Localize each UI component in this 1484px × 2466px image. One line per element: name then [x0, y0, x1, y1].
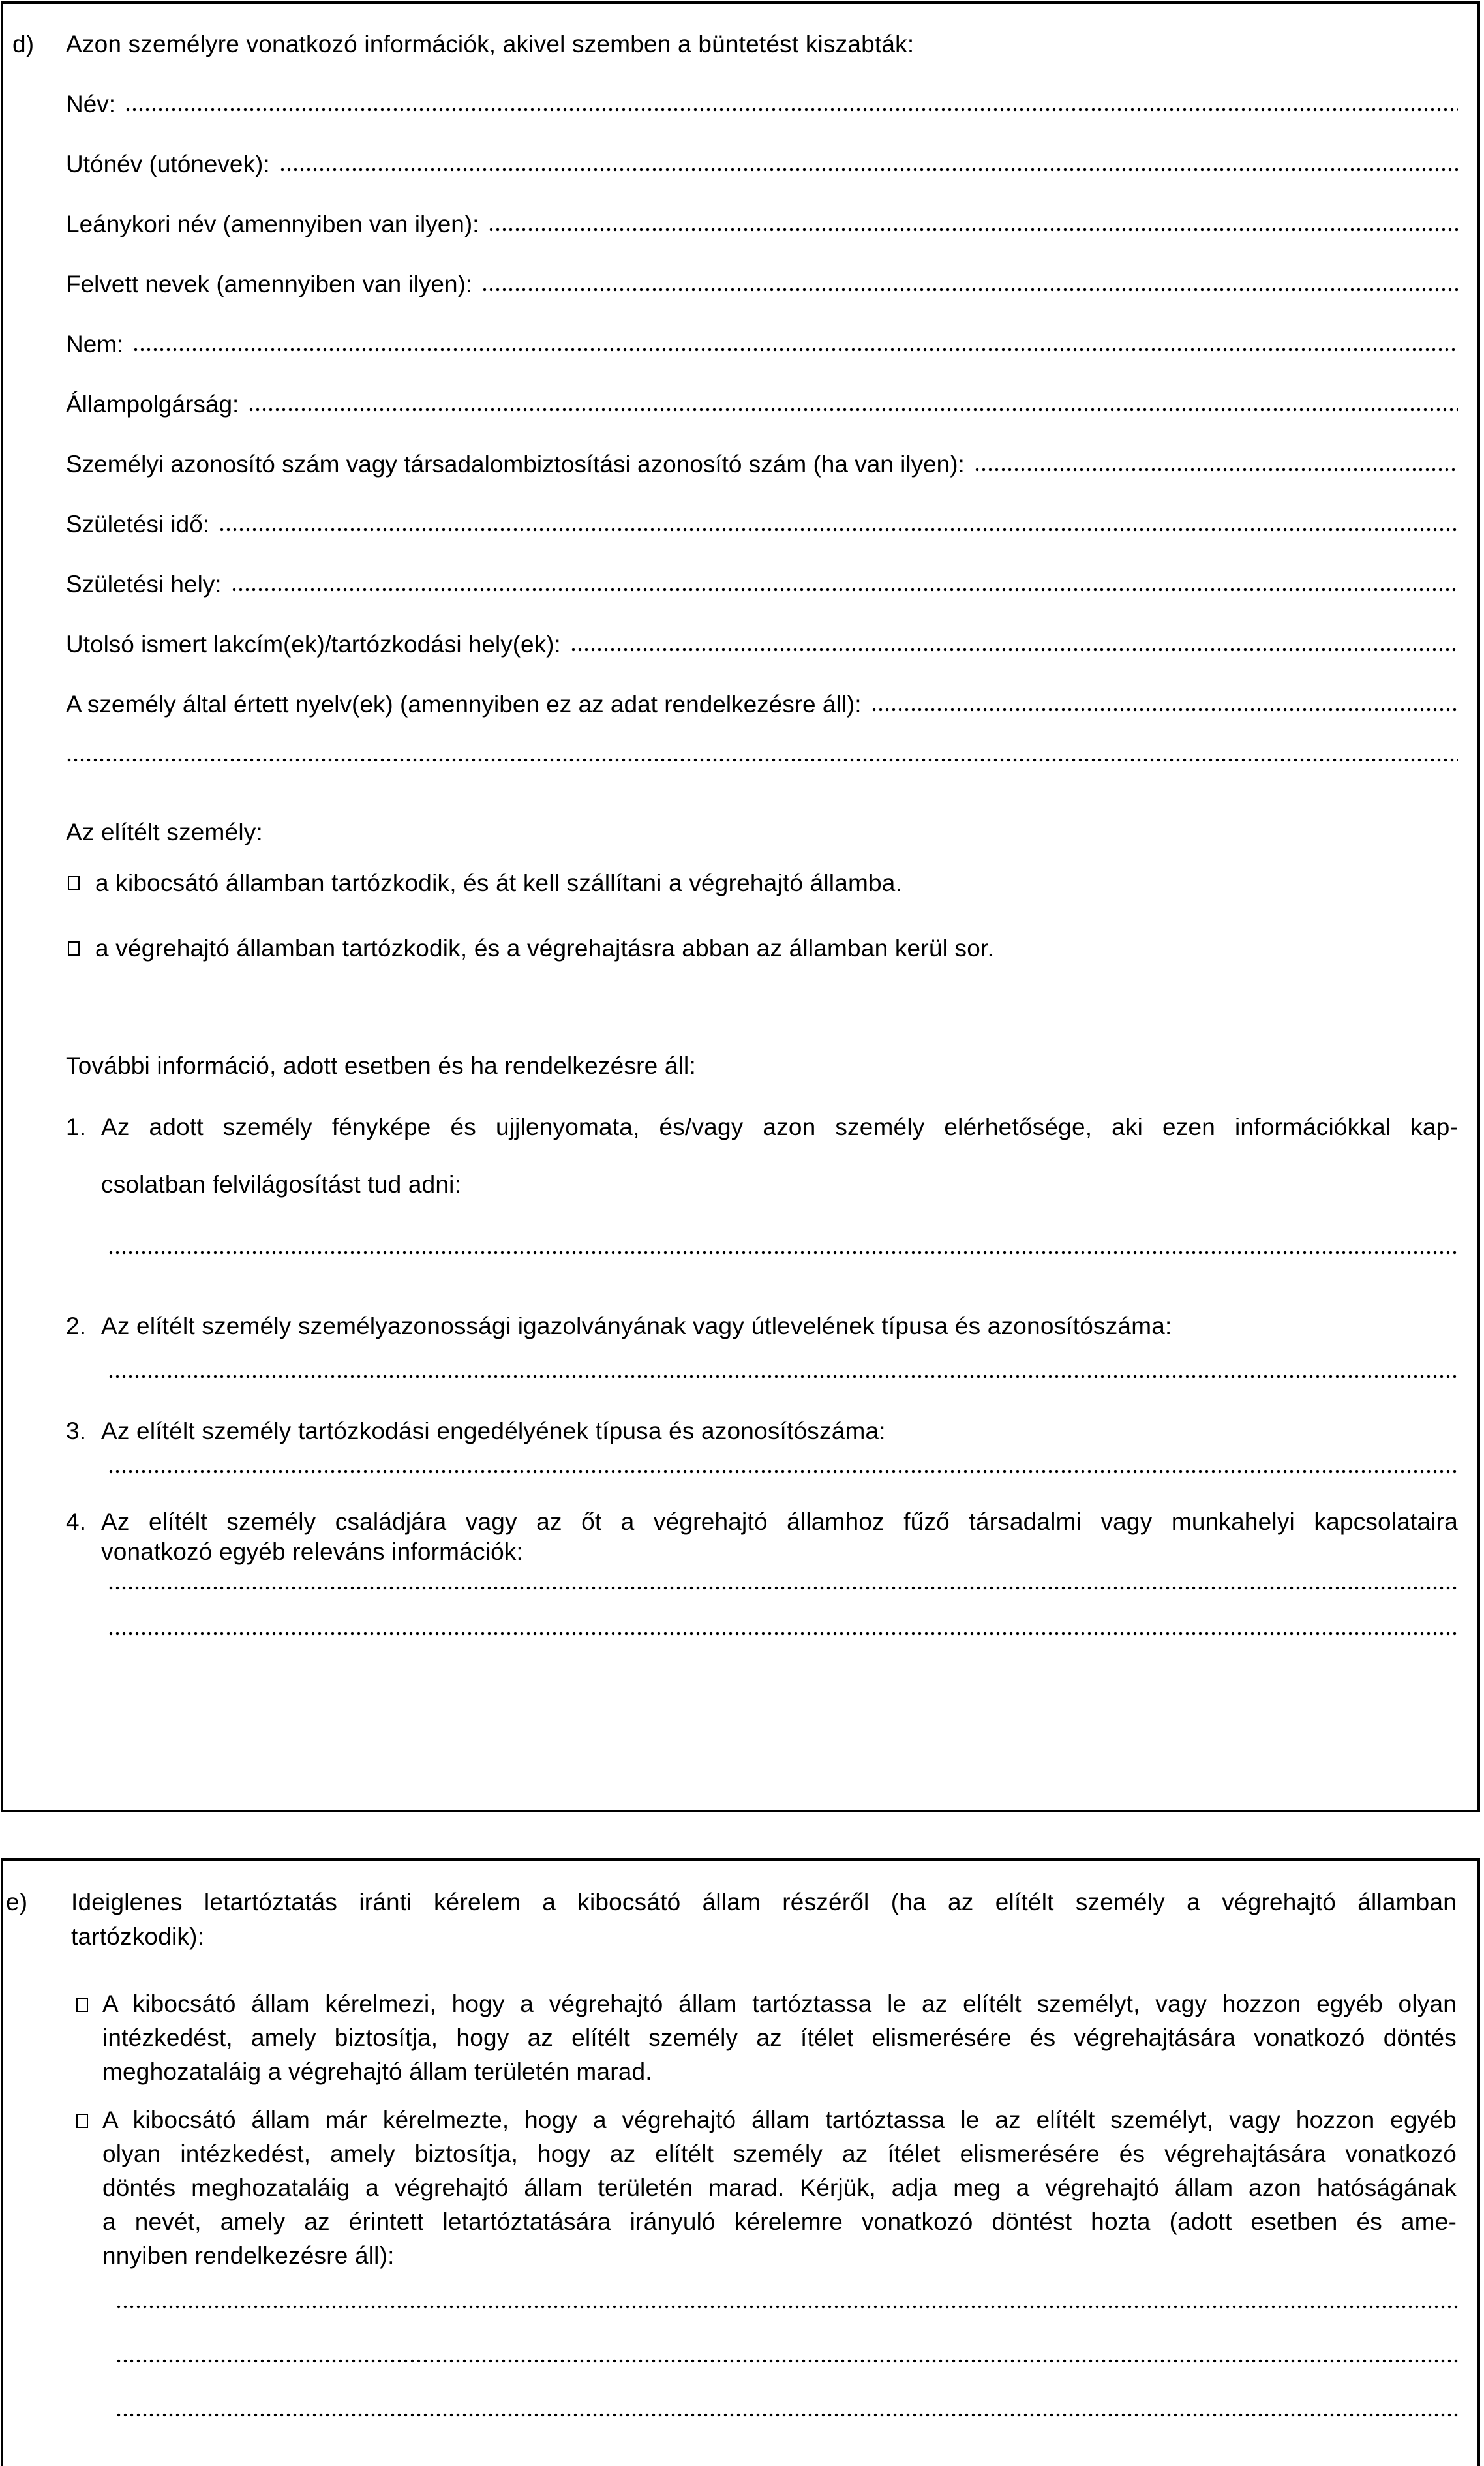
item-1-text-line1: Az adott személy fényképe és ujjlenyomata, és/vagy azon személy elérhetősége, aki ezen információkkal kap-	[101, 1114, 1458, 1140]
field-languages[interactable]	[66, 689, 1458, 720]
fill-in-line-authority-c[interactable]	[115, 2413, 1458, 2418]
checkbox-request-arrest[interactable]	[76, 1998, 88, 2012]
field-label: A személy által értett nyelv(ek) (amennyiben ez az adat rendelkezésre áll):	[66, 691, 862, 718]
field-last-address[interactable]	[66, 629, 1458, 660]
fill-in-line[interactable]	[481, 287, 1458, 292]
fill-in-line[interactable]	[488, 227, 1458, 232]
item-4-text-line2: vonatkozó egyéb releváns információk:	[101, 1538, 524, 1565]
option-request-arrest-line3: meghozataláig a végrehajtó állam területén marad.	[102, 2058, 652, 2085]
fill-in-line-authority-b[interactable]	[115, 2358, 1458, 2364]
option-in-executing-state: a végrehajtó államban tartózkodik, és a végrehajtásra abban az államban kerül sor.	[95, 935, 994, 962]
option-already-requested-line1: A kibocsátó állam már kérelmezte, hogy a végrehajtó állam tartóztassa le az elítélt személyt, vagy hozzon egyéb	[102, 2107, 1457, 2133]
field-maiden-name[interactable]	[66, 209, 1458, 240]
checkbox-in-issuing-state[interactable]	[68, 876, 80, 890]
field-label: Felvett nevek (amennyiben van ilyen):	[66, 271, 473, 297]
field-label: Születési idő:	[66, 511, 210, 538]
fill-in-line[interactable]	[231, 587, 1458, 592]
option-already-requested-line3: döntés meghozataláig a végrehajtó állam területén marad. Kérjük, adja meg a végrehajtó állam azon hatóságának	[102, 2174, 1457, 2201]
fill-in-line-item-2[interactable]	[108, 1374, 1458, 1379]
item-number: 1.	[66, 1114, 87, 1140]
fill-in-line-item-4b[interactable]	[108, 1631, 1458, 1636]
fill-in-line[interactable]	[279, 167, 1458, 172]
section-d-letter: d)	[12, 31, 35, 57]
fill-in-line[interactable]	[125, 107, 1458, 112]
fill-in-line[interactable]	[132, 347, 1458, 352]
fill-in-line-item-1[interactable]	[108, 1250, 1458, 1255]
field-aliases[interactable]	[66, 269, 1458, 300]
fill-in-line-item-3[interactable]	[108, 1469, 1458, 1474]
fill-in-line-item-4a[interactable]	[108, 1585, 1458, 1591]
item-number: 2.	[66, 1313, 87, 1339]
fill-in-line[interactable]	[871, 707, 1458, 712]
field-label: Utolsó ismert lakcím(ek)/tartózkodási hely(ek):	[66, 631, 561, 658]
fill-in-line[interactable]	[974, 467, 1458, 472]
field-label: Név:	[66, 91, 116, 117]
field-place-of-birth[interactable]	[66, 569, 1458, 600]
field-label: Személyi azonosító szám vagy társadalombiztosítási azonosító szám (ha van ilyen):	[66, 451, 965, 478]
field-sex[interactable]	[66, 329, 1458, 360]
checkbox-already-requested-arrest[interactable]	[76, 2114, 88, 2128]
fill-in-line-languages-continued[interactable]	[66, 757, 1458, 763]
field-label: Születési hely:	[66, 571, 222, 598]
field-label: Utónév (utónevek):	[66, 151, 270, 177]
field-nationality[interactable]	[66, 389, 1458, 420]
section-e-heading-line2: tartózkodik):	[71, 1923, 205, 1950]
item-2-text: Az elítélt személy személyazonossági igazolványának vagy útlevelének típusa és azonosítószáma:	[101, 1313, 1172, 1339]
fill-in-line[interactable]	[570, 647, 1458, 652]
convicted-person-label: Az elítélt személy:	[66, 819, 263, 845]
fill-in-line-authority-a[interactable]	[115, 2304, 1458, 2309]
section-e-letter: e)	[6, 1889, 28, 1915]
field-label: Nem:	[66, 331, 124, 358]
field-label: Állampolgárság:	[66, 391, 239, 418]
section-d-box	[1, 1, 1480, 1812]
field-surname[interactable]	[66, 89, 1458, 120]
option-in-issuing-state: a kibocsátó államban tartózkodik, és át kell szállítani a végrehajtó államba.	[95, 870, 903, 896]
further-info-label: További információ, adott esetben és ha rendelkezésre áll:	[66, 1052, 696, 1079]
checkbox-in-executing-state[interactable]	[68, 941, 80, 956]
item-number: 4.	[66, 1508, 87, 1535]
fill-in-line[interactable]	[219, 527, 1458, 532]
field-first-names[interactable]	[66, 149, 1458, 180]
option-already-requested-line5: nnyiben rendelkezésre áll):	[102, 2242, 395, 2269]
section-e-box	[1, 1858, 1480, 2466]
option-request-arrest-line2: intézkedést, amely biztosítja, hogy az elítélt személy az ítélet elismerésére és végrehajtására vonatkozó döntés	[102, 2024, 1457, 2051]
option-already-requested-line2: olyan intézkedést, amely biztosítja, hogy az elítélt személy az ítélet elismerésére és végrehajtására vonatkozó	[102, 2140, 1457, 2167]
option-request-arrest-line1: A kibocsátó állam kérelmezi, hogy a végrehajtó állam tartóztassa le az elítélt személyt, vagy hozzon egyéb olyan	[102, 1990, 1457, 2017]
field-date-of-birth[interactable]	[66, 509, 1458, 540]
field-id-number[interactable]	[66, 449, 1458, 480]
field-label: Leánykori név (amennyiben van ilyen):	[66, 211, 479, 237]
item-1-text-line2: csolatban felvilágosítást tud adni:	[101, 1171, 462, 1198]
section-d-heading: Azon személyre vonatkozó információk, akivel szemben a büntetést kiszabták:	[66, 31, 915, 57]
item-3-text: Az elítélt személy tartózkodási engedélyének típusa és azonosítószáma:	[101, 1418, 886, 1444]
item-4-text-line1: Az elítélt személy családjára vagy az őt a végrehajtó államhoz fűző társadalmi vagy munkahelyi kapcsolataira	[101, 1508, 1458, 1535]
option-already-requested-line4: a nevét, amely az érintett letartóztatására irányuló kérelemre vonatkozó döntést hozta (adott esetben és ame-	[102, 2208, 1457, 2235]
fill-in-line[interactable]	[248, 407, 1458, 412]
item-number: 3.	[66, 1418, 87, 1444]
section-e-heading-line1: Ideiglenes letartóztatás iránti kérelem a kibocsátó állam részéről (ha az elítélt személy a végrehajtó államban	[71, 1889, 1457, 1915]
